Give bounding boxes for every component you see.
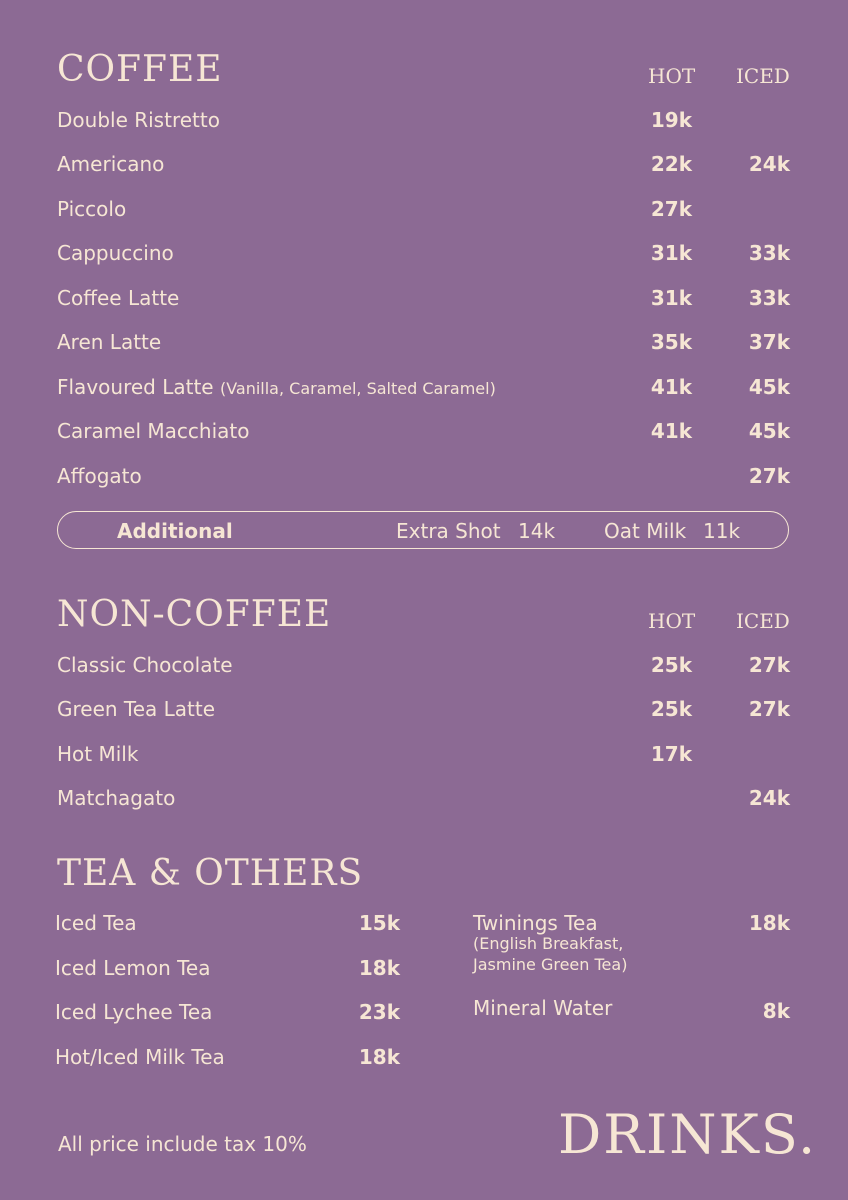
coffee-hot-header: HOT xyxy=(648,64,696,88)
menu-item-name: Classic Chocolate xyxy=(57,653,233,677)
menu-item-name: Aren Latte xyxy=(57,330,162,354)
menu-item-note: (English Breakfast, xyxy=(473,934,624,953)
price-iced: 27k xyxy=(748,464,790,488)
non-coffee-hot-header: HOT xyxy=(648,609,696,633)
price-hot: 27k xyxy=(650,197,692,221)
price-iced: 33k xyxy=(748,286,790,310)
menu-item-price: 15k xyxy=(358,911,400,935)
price-iced: 24k xyxy=(748,786,790,810)
menu-item-name: Hot/Iced Milk Tea xyxy=(55,1045,225,1069)
brand-title: DRINKS. xyxy=(558,1103,818,1166)
non-coffee-heading: NON-COFFEE xyxy=(57,594,332,635)
menu-item-name: Mineral Water xyxy=(473,996,613,1020)
price-hot: 25k xyxy=(650,697,692,721)
menu-item-name: Iced Lychee Tea xyxy=(55,1000,213,1024)
menu-item-price: 18k xyxy=(748,911,790,935)
price-iced: 45k xyxy=(748,375,790,399)
menu-item-name: Green Tea Latte xyxy=(57,697,216,721)
menu-item-name: Matchagato xyxy=(57,786,176,810)
price-hot: 25k xyxy=(650,653,692,677)
oat-milk-price: 11k xyxy=(703,519,741,543)
price-iced: 27k xyxy=(748,697,790,721)
price-hot: 19k xyxy=(650,108,692,132)
price-hot: 41k xyxy=(650,375,692,399)
price-hot: 41k xyxy=(650,419,692,443)
price-hot: 17k xyxy=(650,742,692,766)
menu-item-name: Affogato xyxy=(57,464,142,488)
menu-item-name: Piccolo xyxy=(57,197,127,221)
price-hot: 22k xyxy=(650,152,692,176)
additional-label: Additional xyxy=(117,519,233,543)
tea-heading: TEA & OTHERS xyxy=(57,853,364,894)
oat-milk-label: Oat Milk xyxy=(604,519,687,543)
non-coffee-iced-header: ICED xyxy=(736,609,790,633)
menu-item-name: Iced Lemon Tea xyxy=(55,956,211,980)
price-hot: 35k xyxy=(650,330,692,354)
menu-item-price: 23k xyxy=(358,1000,400,1024)
menu-item-name: Hot Milk xyxy=(57,742,139,766)
menu-item-note: (Vanilla, Caramel, Salted Caramel) xyxy=(219,379,496,398)
extra-shot-price: 14k xyxy=(518,519,556,543)
menu-item-name: Double Ristretto xyxy=(57,108,220,132)
price-iced: 33k xyxy=(748,241,790,265)
price-iced: 27k xyxy=(748,653,790,677)
price-iced: 24k xyxy=(748,152,790,176)
menu-item-name: Coffee Latte xyxy=(57,286,180,310)
price-hot: 31k xyxy=(650,241,692,265)
price-iced: 45k xyxy=(748,419,790,443)
price-iced: 37k xyxy=(748,330,790,354)
price-hot: 31k xyxy=(650,286,692,310)
menu-item-price: 8k xyxy=(762,999,790,1023)
menu-item-name: Cappuccino xyxy=(57,241,174,265)
tax-note: All price include tax 10% xyxy=(58,1132,307,1156)
menu-item-name xyxy=(57,377,496,397)
menu-item-name-text: Flavoured Latte xyxy=(57,375,214,399)
menu-item-note: Jasmine Green Tea) xyxy=(473,955,628,974)
menu-item-name: Caramel Macchiato xyxy=(57,419,250,443)
menu-item-name: Twinings Tea xyxy=(473,911,598,935)
menu-item-price: 18k xyxy=(358,1045,400,1069)
menu-item-price: 18k xyxy=(358,956,400,980)
menu-item-name: Americano xyxy=(57,152,165,176)
coffee-iced-header: ICED xyxy=(736,64,790,88)
extra-shot-label: Extra Shot xyxy=(396,519,501,543)
coffee-heading: COFFEE xyxy=(57,49,223,90)
menu-item-name: Iced Tea xyxy=(55,911,137,935)
